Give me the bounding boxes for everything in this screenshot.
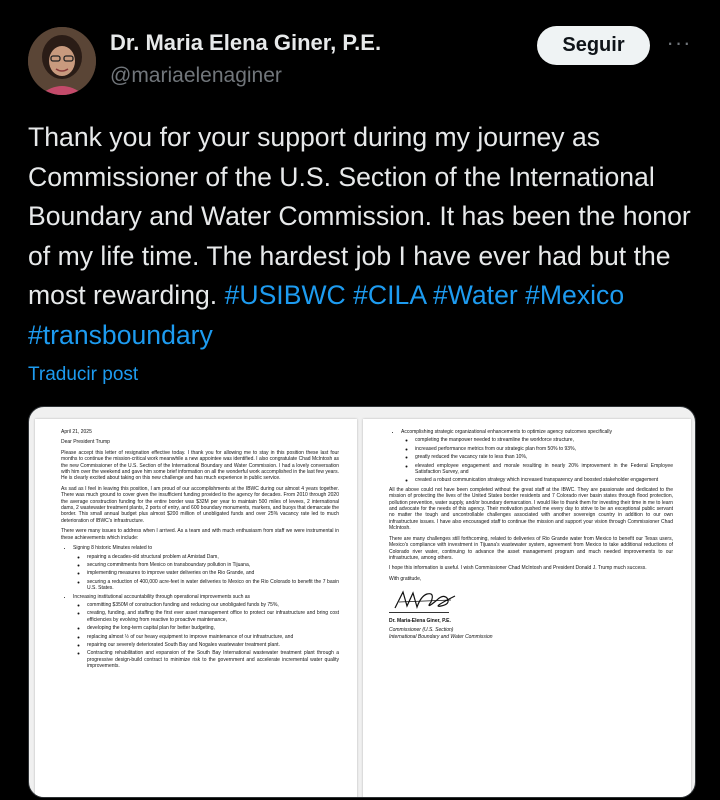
sub-item: ◦ repairing a decades-old structural problem at Amistad Dam, <box>87 554 339 560</box>
more-options-icon[interactable]: ··· <box>666 30 692 55</box>
letter-page-2 <box>363 419 691 798</box>
achievement-heading: Accomplishing strategic organizational enhancements to optimize agency outcomes specifically <box>401 429 612 435</box>
letter-paragraph: As sad as I feel in leaving this position, I am proud of our accomplishments at the IBWC during our almost 4 years together. There was much ground to cover given the insufficient funding provided to the agency for decades. From 2010 through 2020 the average construction funding for the entire border was $32M per year to maintain 500 miles of levees, 2 international dams, 2 wastewater treatment plants, 2 ports of entry, and 600 boundary monuments, markers, and buoys that demarcate the border. This small annual budget plus almost $200 million of unobligated funds and over 25% vacancy rate led to much deterioration of IBWC's infrastructure. <box>61 485 339 524</box>
hashtag-mexico[interactable]: #Mexico <box>525 280 625 311</box>
sub-item: ◦ Contracting rehabilitation and expansion of the South Bay International wastewater treatment plant through a progressive design-build contract to minimize risk to the government and accelerate incremental water quality improvements. <box>87 650 339 669</box>
letter-paragraph: All the above could not have been completed without the great staff at the IBWC. They are passionate and dedicated to the mission of protecting the lives of the United States border residents and 7 Colorado river basin states through flood protection, pollution prevention, water supply, and/or boundary demarcation. I would like to thank them for investing their time in me to learn and advocate for the needs of this agency. Their motivation pushed me every day to strive to be an exceptional public servant no matter the tough and uncontrollable challenges associated with another sovereign country in addition to our own infrastructure issues. I have also encouraged staff to continue the mission and support your vision through Commissioner Chad McIntosh. <box>389 486 673 532</box>
sub-item: ◦ replacing almost ½ of our heavy equipment to improve maintenance of our infrastructure, and <box>87 634 339 640</box>
sub-item: ◦ securing a reduction of 400,000 acre-feet in water deliveries to Mexico on the Rio Colorado to benefit the 7 basin U.S. States. <box>87 579 339 592</box>
achievement-item <box>73 545 339 591</box>
sub-item: ◦ completing the manpower needed to streamline the workforce structure, <box>415 437 673 443</box>
letter-paragraph: There are many challenges still forthcoming, related to deliveries of Rio Grande water from Mexico to benefit our Texas users, Mexico's compliance with investment in Tijuana's wastewater system, agreement from Mexico to take additional reductions of Colorado river water, continuing to advance the asset management program and much needed improvements to our infrastructure, among others. <box>389 535 673 561</box>
letter-closing: With gratitude, <box>389 575 422 582</box>
sub-item: ◦ committing $350M of construction funding and reducing our unobligated funds by 75%, <box>87 602 339 608</box>
post-header <box>0 0 720 120</box>
hashtag-water[interactable]: #Water <box>432 280 518 311</box>
signer-organization: International Boundary and Water Commission <box>389 633 493 640</box>
letter-paragraph: Please accept this letter of resignation effective today. I thank you for allowing me to stay in this position these last four months to continue the mission-critical work meanwhile a new appointee was identified. I also congratulate Chad McIntosh as the new Commissioner of the U.S. Section of the International Boundary and Water Commission. I had a lovely conversation with him over the weekend and gave him some brief information on all the wonderful work accomplished in the last few years. He is clearly excited about taking on this new challenge and has much experience in public service. <box>61 449 339 482</box>
sub-item: ◦ increased performance metrics from our strategic plan from 50% to 93%, <box>415 446 673 452</box>
hashtag-usibwc[interactable]: #USIBWC <box>224 280 346 311</box>
signature <box>389 588 673 614</box>
sub-item: ◦ elevated employee engagement and morale resulting in nearly 20% improvement in the Federal Employee Satisfaction Survey, and <box>415 463 673 476</box>
sub-item: ◦ creating, funding, and staffing the first ever asset management office to protect our infrastructure and bring cost efficiencies by evolving from reactive to proactive maintenance, <box>87 610 339 623</box>
letter-page-1 <box>35 419 357 798</box>
sub-item: ◦ developing the long-term capital plan for better budgeting, <box>87 625 339 631</box>
letter-paragraph: I hope this information is useful. I wish Commissioner Chad McIntosh and President Donald J. Trump much success. <box>389 565 647 572</box>
follow-button[interactable]: Seguir <box>537 26 650 65</box>
attached-image[interactable] <box>28 406 696 798</box>
letter-salutation: Dear President Trump <box>61 439 110 446</box>
achievement-item <box>401 429 673 484</box>
sub-item: ◦ repairing our severely deteriorated South Bay and Nogales wastewater treatment plant. <box>87 642 339 648</box>
avatar-photo-icon <box>28 27 96 95</box>
achievement-heading: Signing 8 historic Minutes related to <box>73 545 153 552</box>
signature-icon <box>391 588 461 614</box>
achievement-heading: Increasing institutional accountability through operational improvements such as <box>73 593 251 600</box>
sub-item: ◦ securing commitments from Mexico on transboundary pollution in Tijuana, <box>87 562 339 568</box>
post-text <box>28 118 700 356</box>
user-handle[interactable]: @mariaelenaginer <box>110 64 282 87</box>
achievement-item <box>73 594 339 670</box>
translate-post-link[interactable]: Traducir post <box>28 364 139 385</box>
sub-item: ◦ created a robust communication strategy which increased transparency and boosted stakeholder engagement <box>415 477 673 483</box>
signer-title: Commissioner (U.S. Section) <box>389 626 454 633</box>
sub-item: ◦ greatly reduced the vacancy rate to less than 10%, <box>415 454 673 460</box>
display-name[interactable]: Dr. Maria Elena Giner, P.E. <box>110 30 382 55</box>
hashtag-transboundary[interactable]: #transboundary <box>28 319 213 350</box>
hashtag-cila[interactable]: #CILA <box>353 280 426 311</box>
achievement-list <box>61 545 339 670</box>
post-body: Thank you for your support during my journey as Commissioner of the U.S. Section of the International Boundary and Water Commission. It has been the honor of my life time. The hardest job I have ever had but the most rewarding. <box>28 122 691 311</box>
achievement-list <box>389 429 673 484</box>
signer-name: Dr. Maria-Elena Giner, P.E. <box>389 618 451 625</box>
sub-item: ◦ implementing measures to improve water deliveries on the Rio Grande, and <box>87 570 339 576</box>
letter-paragraph: There were many issues to address when I arrived. As a team and with much enthusiasm from staff we were instrumental in these achievements which include: <box>61 528 339 541</box>
letter-date: April 21, 2025 <box>61 429 92 435</box>
avatar[interactable] <box>28 27 96 95</box>
